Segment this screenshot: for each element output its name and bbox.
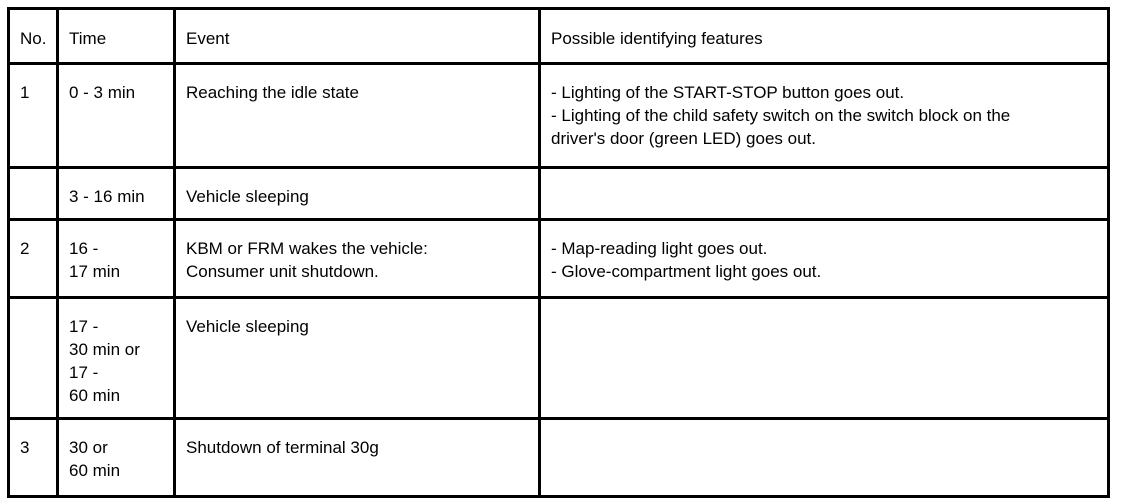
cell-time: 3 - 16 min <box>58 168 175 220</box>
header-no: No. <box>9 9 58 64</box>
cell-features <box>540 168 1109 220</box>
table-header-row <box>9 9 1109 64</box>
cell-features <box>540 298 1109 419</box>
cell-features <box>540 419 1109 497</box>
cell-time: 16 - 17 min <box>58 220 175 298</box>
table-row <box>9 64 1109 168</box>
cell-time: 17 - 30 min or 17 - 60 min <box>58 298 175 419</box>
cell-time: 30 or 60 min <box>58 419 175 497</box>
cell-no: 2 <box>9 220 58 298</box>
header-time: Time <box>58 9 175 64</box>
cell-event: Vehicle sleeping <box>175 298 540 419</box>
cell-no: 3 <box>9 419 58 497</box>
cell-time: 0 - 3 min <box>58 64 175 168</box>
cell-no <box>9 298 58 419</box>
cell-no <box>9 168 58 220</box>
table-row <box>9 419 1109 497</box>
cell-event: Reaching the idle state <box>175 64 540 168</box>
table-row <box>9 298 1109 419</box>
cell-features: - Lighting of the START-STOP button goes out. - Lighting of the child safety switch on the switch block on the driver's door (green LED) goes out. <box>540 64 1109 168</box>
cell-no: 1 <box>9 64 58 168</box>
cell-event: Vehicle sleeping <box>175 168 540 220</box>
table-row <box>9 220 1109 298</box>
cell-event: KBM or FRM wakes the vehicle: Consumer unit shutdown. <box>175 220 540 298</box>
cell-features: - Map-reading light goes out. - Glove-compartment light goes out. <box>540 220 1109 298</box>
cell-event: Shutdown of terminal 30g <box>175 419 540 497</box>
header-event: Event <box>175 9 540 64</box>
shutdown-sequence-table <box>7 7 1110 498</box>
table-row <box>9 168 1109 220</box>
header-features: Possible identifying features <box>540 9 1109 64</box>
